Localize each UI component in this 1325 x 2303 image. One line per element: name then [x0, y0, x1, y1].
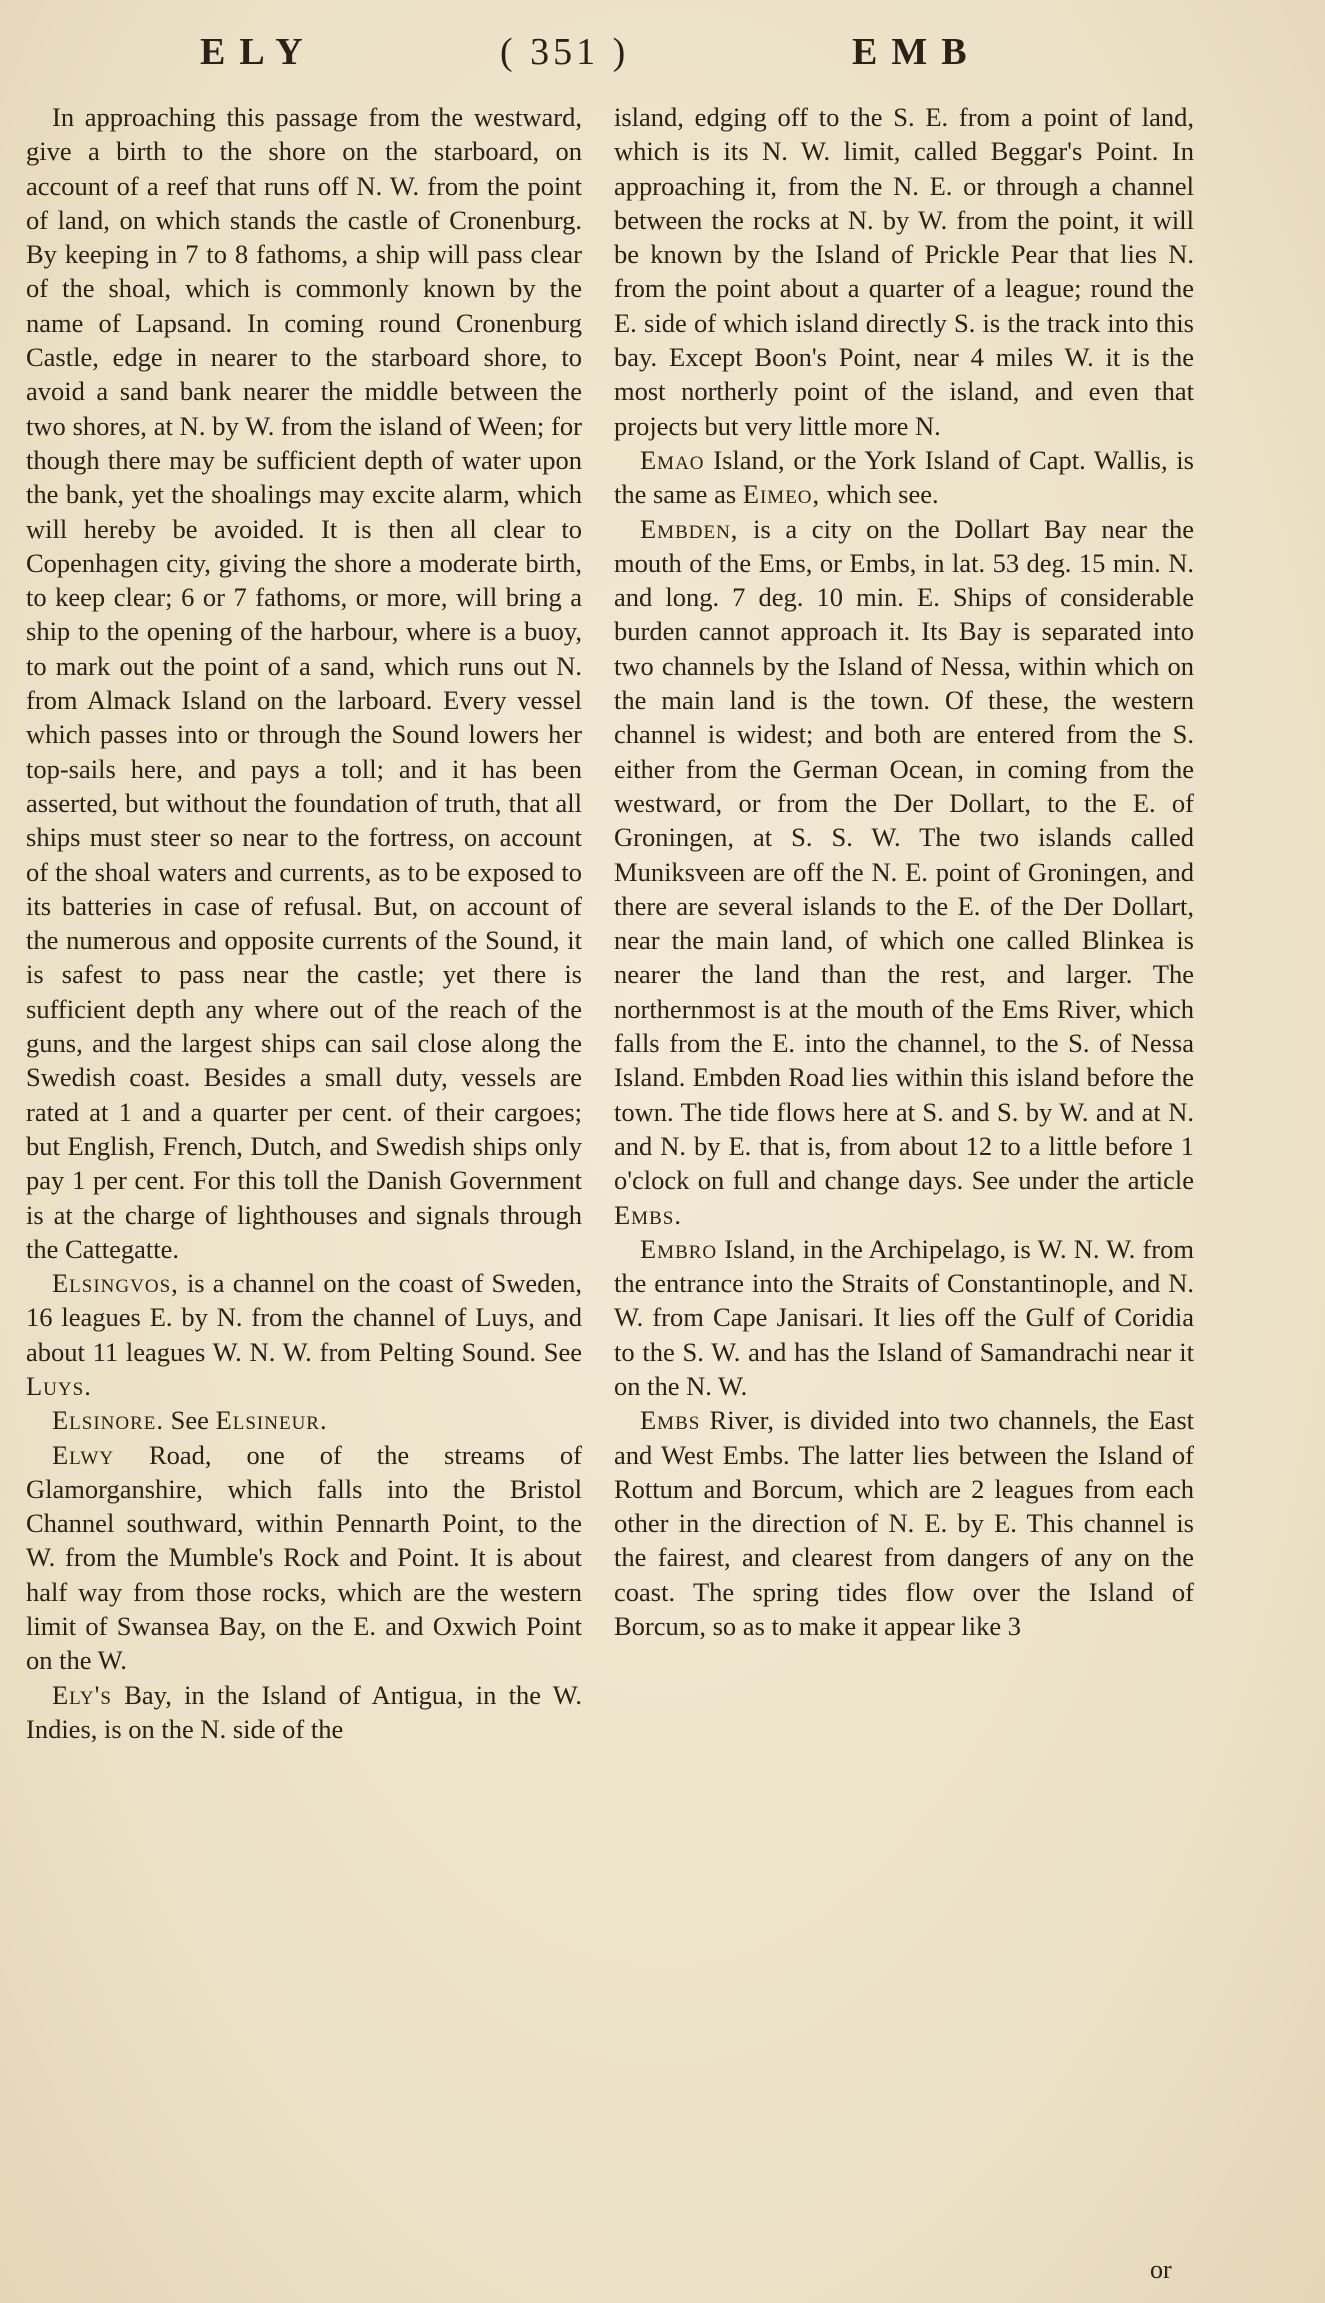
entry-headword: Elsinore. — [52, 1405, 165, 1436]
entry-elsingvos — [26, 1266, 582, 1403]
left-column — [26, 100, 582, 1746]
entry-headword: Embden, — [640, 513, 739, 544]
entry-elwy-road — [26, 1438, 582, 1678]
entry-body: is a channel on the coast of Sweden, 16 leagues E. by N. from the channel of Luys, and about 11 leagues W. N. W. from Pelting Sound. See — [26, 1268, 582, 1367]
entry-elys-bay-continued: island, edging off to the S. E. from a point of land, which is its N. W. limit, called Beggar's Point. In approaching it, from the N. E. or through a channel between the rocks at N. by W. from the point, it will be known by the Island of Prickle Pear that lies N. from the point about a quarter of a league; round the E. side of which island directly S. is the track into this bay. Except Boon's Point, near 4 miles W. it is the most northerly point of the island, and even that projects but very little more N. — [614, 102, 1194, 441]
catchword: or — [1150, 2255, 1172, 2284]
entry-headword: Embro — [640, 1233, 718, 1264]
cross-reference: Embs. — [614, 1199, 682, 1230]
entry-embro — [614, 1232, 1194, 1403]
entry-headword: Elwy — [52, 1439, 115, 1470]
entry-body: Bay, in the Island of Antigua, in the W. Indies, is on the N. side of the — [26, 1679, 582, 1744]
entry-headword: Emao — [640, 444, 705, 475]
entry-sound-passage: In approaching this passage from the westward, give a birth to the shore on the starboard, on account of a reef that runs off N. W. from the point of land, on which stands the castle of Cronenburg. By keeping in 7 to 8 fathoms, a ship will pass clear of the shoal, which is commonly known by the name of Lapsand. In coming round Cronenburg Castle, edge in nearer to the starboard shore, to avoid a sand bank nearer the middle between the two shores, at N. by W. from the island of Ween; for though there may be sufficient depth of water upon the bank, yet the shoalings may excite alarm, which will hereby be avoided. It is then all clear to Copenhagen city, giving the shore a moderate birth, to keep clear; 6 or 7 fathoms, or more, will bring a ship to the opening of the harbour, where is a buoy, to mark out the point of a sand, which runs out N. from Almack Island on the larboard. Every vessel which passes into or through the Sound lowers her top-sails here, and pays a toll; and it has been asserted, but without the foundation of truth, that all ships must steer so near to the fortress, on account of the shoal waters and currents, as to be exposed to its batteries in case of refusal. But, on account of the numerous and opposite currents of the Sound, it is safest to pass near the castle; yet there is sufficient depth any where out of the reach of the guns, and the largest ships can sail close along the Swedish coast. Besides a small duty, vessels are rated at 1 and a quarter per cent. of their cargoes; but English, French, Dutch, and Swedish ships only pay 1 per cent. For this toll the Danish Government is at the charge of lighthouses and signals through the Cattegatte. — [26, 102, 582, 1264]
entry-body: is a city on the Dollart Bay near the mouth of the Ems, or Embs, in lat. 53 deg. 15 min. N. and long. 7 deg. 10 min. E. Ships of considerable burden cannot approach it. Its Bay is separated into two channels by the Island of Nessa, within which on the main land is the town. Of these, the western channel is widest; and both are entered from the S. either from the German Ocean, in coming from the westward, or from the Der Dollart, to the E. of Groningen, at S. S. W. The two islands called Muniksveen are off the N. E. point of Groningen, and there are several islands to the E. of the Der Dollart, near the main land, of which one called Blinkea is nearer the land than the rest, and larger. The northernmost is at the mouth of the Ems River, which falls from the E. into the channel, to the S. of Nessa Island. Embden Road lies within this island before the town. The tide flows here at S. and S. by W. and at N. and N. by E. that is, from about 12 to a little before 1 o'clock on full and change days. See under the article — [614, 513, 1194, 1196]
entry-body: See — [164, 1405, 216, 1436]
entry-headword: Ely's — [52, 1679, 112, 1710]
entry-elys-bay — [26, 1678, 582, 1747]
running-head-left: ELY — [200, 31, 317, 73]
entry-embden — [614, 512, 1194, 1232]
entry-body: Road, one of the streams of Glamorganshire, which falls into the Bristol Channel southward, within Pennarth Point, to the W. from the Mumble's Rock and Point. It is about half way from those rocks, which are the western limit of Swansea Bay, on the E. and Oxwich Point on the W. — [26, 1439, 582, 1676]
running-head — [0, 30, 1325, 90]
entry-elsinore — [26, 1403, 582, 1437]
entry-emao — [614, 443, 1194, 512]
page-number: ( 351 ) — [500, 31, 630, 73]
cross-reference: Eimeo, — [742, 479, 821, 510]
entry-headword: Embs — [640, 1405, 701, 1436]
entry-body: River, is divided into two channels, the East and West Embs. The latter lies between the Island of Rottum and Borcum, which are 2 leagues from each other in the direction of N. E. by E. This channel is the fairest, and clearest from dangers of any on the coast. The spring tides flow over the Island of Borcum, so as to make it appear like 3 — [614, 1405, 1194, 1642]
entry-body: Island, in the Archipelago, is W. N. W. from the entrance into the Straits of Constantinople, and N. W. from Cape Janisari. It lies off the Gulf of Coridia to the S. W. and has the Island of Samandrachi near it on the N. W. — [614, 1233, 1194, 1401]
entry-body-tail: which see. — [820, 479, 939, 510]
running-head-right: EMB — [852, 31, 981, 73]
entry-embs-river — [614, 1403, 1194, 1643]
cross-reference: Elsineur. — [215, 1405, 328, 1436]
right-column — [614, 100, 1194, 1643]
entry-headword: Elsingvos, — [52, 1268, 179, 1299]
cross-reference: Luys. — [26, 1370, 92, 1401]
entry-body: Island, or the York Island of Capt. Wallis, is the same as — [614, 444, 1194, 510]
